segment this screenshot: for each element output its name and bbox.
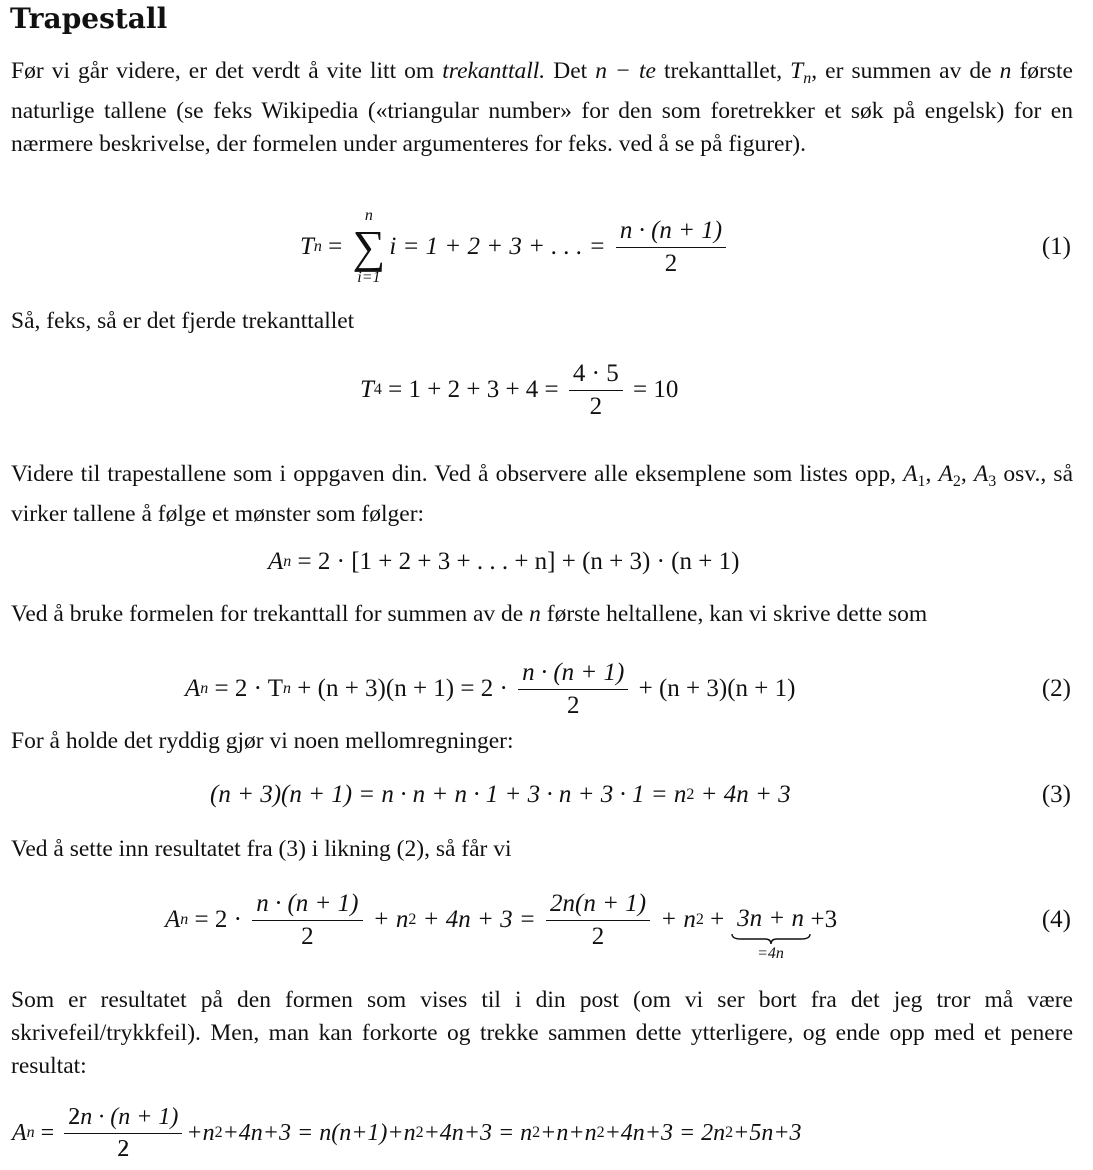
paragraph-intermediate: For å holde det ryddig gjør vi noen mellomregninger: xyxy=(11,728,514,754)
equation-1 xyxy=(0,204,1093,290)
fraction xyxy=(252,890,362,951)
section-title: Trapestall xyxy=(10,2,168,35)
math-superscript: 2 xyxy=(686,786,695,803)
sum-symbol xyxy=(353,207,386,287)
math-subscript: n xyxy=(200,680,209,697)
sum-upper-limit: n xyxy=(364,207,373,224)
math-subscript: n xyxy=(283,553,292,570)
math-superscript: 2 xyxy=(532,1124,541,1141)
math: A xyxy=(165,906,181,933)
fraction xyxy=(569,360,623,421)
text: første heltallene, kan vi skrive dette som xyxy=(540,601,928,627)
math: A xyxy=(268,548,284,575)
text: , xyxy=(960,461,974,487)
math-subscript: 4 xyxy=(373,381,382,398)
numerator: n · (n + 1) xyxy=(252,890,362,921)
math: +4n+3 = 2n xyxy=(604,1119,726,1146)
math: T xyxy=(300,233,314,260)
paragraph-result: Som er resultatet på den formen som vises til i din post (om vi ser bort fra det jeg tror må være skrivefeil/trykkfeil). Men, man kan forkorte og trekke sammen dette ytterligere, og ende opp med et penere resultat: xyxy=(11,987,1073,1079)
text: trekanttallet, xyxy=(655,58,791,84)
math-subscript: 3 xyxy=(988,473,997,490)
numerator: n · (n + 1) xyxy=(616,217,726,248)
cancelled-factor: 2 xyxy=(68,1103,81,1130)
denominator: 2 xyxy=(664,249,678,277)
math: A xyxy=(938,461,953,487)
math: + (n + 3)(n + 1) = 2 · xyxy=(291,675,515,702)
math-subscript: n xyxy=(283,680,292,697)
equation-number: (3) xyxy=(1041,781,1071,808)
math: = xyxy=(321,233,349,260)
paragraph-trapestall xyxy=(11,458,1073,531)
math-superscript: 2 xyxy=(725,1124,734,1141)
numerator: 2n(n + 1) xyxy=(546,890,650,921)
text: , er summen av de xyxy=(811,58,1000,84)
math: +4n+3 = n(n+1)+n xyxy=(222,1119,416,1146)
denominator: 2 xyxy=(589,392,603,420)
equation-number: (4) xyxy=(1041,906,1071,933)
math: +4n+3 = n xyxy=(423,1119,533,1146)
paragraph-example: Så, feks, så er det fjerde trekanttallet xyxy=(11,308,355,334)
math: T xyxy=(790,58,804,84)
math: A xyxy=(903,461,918,487)
equation-an-pattern xyxy=(0,540,1093,584)
math: = 2 · [1 + 2 + 3 + . . . + n] + (n + 3) · (n + 1) xyxy=(291,548,740,575)
denominator: 2 xyxy=(566,691,580,719)
math-subscript: n xyxy=(803,70,812,87)
math: +n+n xyxy=(540,1119,597,1146)
math: n xyxy=(529,601,541,627)
paragraph-formula-usage xyxy=(11,598,1073,631)
equation-3 xyxy=(0,772,1093,818)
math: = xyxy=(34,1119,61,1146)
math: A xyxy=(12,1119,27,1146)
text: Før vi går videre, er det verdt å vite litt om xyxy=(11,58,443,84)
math-superscript: 2 xyxy=(596,1124,605,1141)
math: n − te xyxy=(595,58,656,84)
text: , xyxy=(925,461,939,487)
math-superscript: 2 xyxy=(408,911,417,928)
equation-number: (2) xyxy=(1041,675,1071,702)
brace-icon xyxy=(731,933,811,945)
text: Ved å bruke formelen for trekanttall for summen av de xyxy=(11,601,530,627)
math-subscript: n xyxy=(313,238,322,255)
math-subscript: 2 xyxy=(952,473,961,490)
sigma: ∑ xyxy=(352,221,386,272)
numerator: n · (n + 1) xyxy=(518,659,628,690)
math: A xyxy=(185,675,201,702)
math-superscript: 2 xyxy=(415,1124,424,1141)
text-italic: trekanttall. xyxy=(442,58,546,84)
math-subscript: n xyxy=(26,1124,35,1141)
math: + n xyxy=(366,906,409,933)
underbrace-content: 3n + n xyxy=(737,905,804,932)
sum-lower-limit: i=1 xyxy=(357,269,381,286)
math: (n + 3)(n + 1) = n · n + n · 1 + 3 · n + 3 · 1 = n xyxy=(210,781,687,808)
math: A xyxy=(973,461,989,487)
numerator: 4 · 5 xyxy=(569,360,623,391)
equation-2 xyxy=(0,652,1093,726)
underbrace xyxy=(731,905,811,963)
equation-number: (1) xyxy=(1041,233,1071,260)
math: = 1 + 2 + 3 + 4 = xyxy=(381,376,565,403)
math: + xyxy=(703,906,731,933)
equation-t4 xyxy=(0,350,1093,430)
math: T xyxy=(360,376,374,403)
math-superscript: 2 xyxy=(695,911,704,928)
math: = 2 · T xyxy=(208,675,284,702)
fraction xyxy=(616,217,726,278)
fraction xyxy=(518,659,628,720)
paragraph-substitute: Ved å sette inn resultatet fra (3) i likning (2), så får vi xyxy=(11,836,512,862)
math: +5n+3 xyxy=(733,1119,802,1146)
equation-4 xyxy=(0,880,1093,960)
denominator: 2 xyxy=(301,922,314,950)
denominator xyxy=(117,1134,129,1163)
math: +n xyxy=(186,1119,215,1146)
math-subscript: n xyxy=(180,911,189,928)
text: Det xyxy=(545,58,596,84)
fraction xyxy=(64,1104,182,1163)
paragraph-intro xyxy=(11,55,1073,161)
equation-final xyxy=(0,1096,1093,1170)
cancelled-factor: 2 xyxy=(117,1135,130,1162)
math: n xyxy=(999,58,1012,84)
math: + 4n + 3 = xyxy=(416,906,542,933)
numerator xyxy=(64,1104,182,1134)
math: + n xyxy=(654,906,696,933)
math: = 2 · xyxy=(188,906,249,933)
math-subscript: 1 xyxy=(917,473,926,490)
text: Videre til trapestallene som i oppgaven din. Ved å observere alle eksemplene som listes opp, xyxy=(11,461,904,487)
math-superscript: 2 xyxy=(214,1124,223,1141)
text: første naturlige tallene (se feks Wikipedia («triangular number» for den som foretrekker et søk på engelsk) for en nærmere beskrivelse, der formelen under argumenteres for feks. ved å se på figurer). xyxy=(11,58,1073,157)
math: i = 1 + 2 + 3 + . . . = xyxy=(389,233,612,260)
math: + (n + 3)(n + 1) xyxy=(632,675,796,702)
math: +3 xyxy=(810,906,838,933)
math: n · (n + 1) xyxy=(80,1103,179,1130)
denominator: 2 xyxy=(591,922,605,950)
math: + 4n + 3 xyxy=(694,781,791,808)
underbrace-label: =4n xyxy=(757,945,784,962)
fraction xyxy=(546,890,650,951)
text: osv., så virker tallene å følge et mønster som følger: xyxy=(11,461,1074,527)
math: = 10 xyxy=(626,376,679,403)
